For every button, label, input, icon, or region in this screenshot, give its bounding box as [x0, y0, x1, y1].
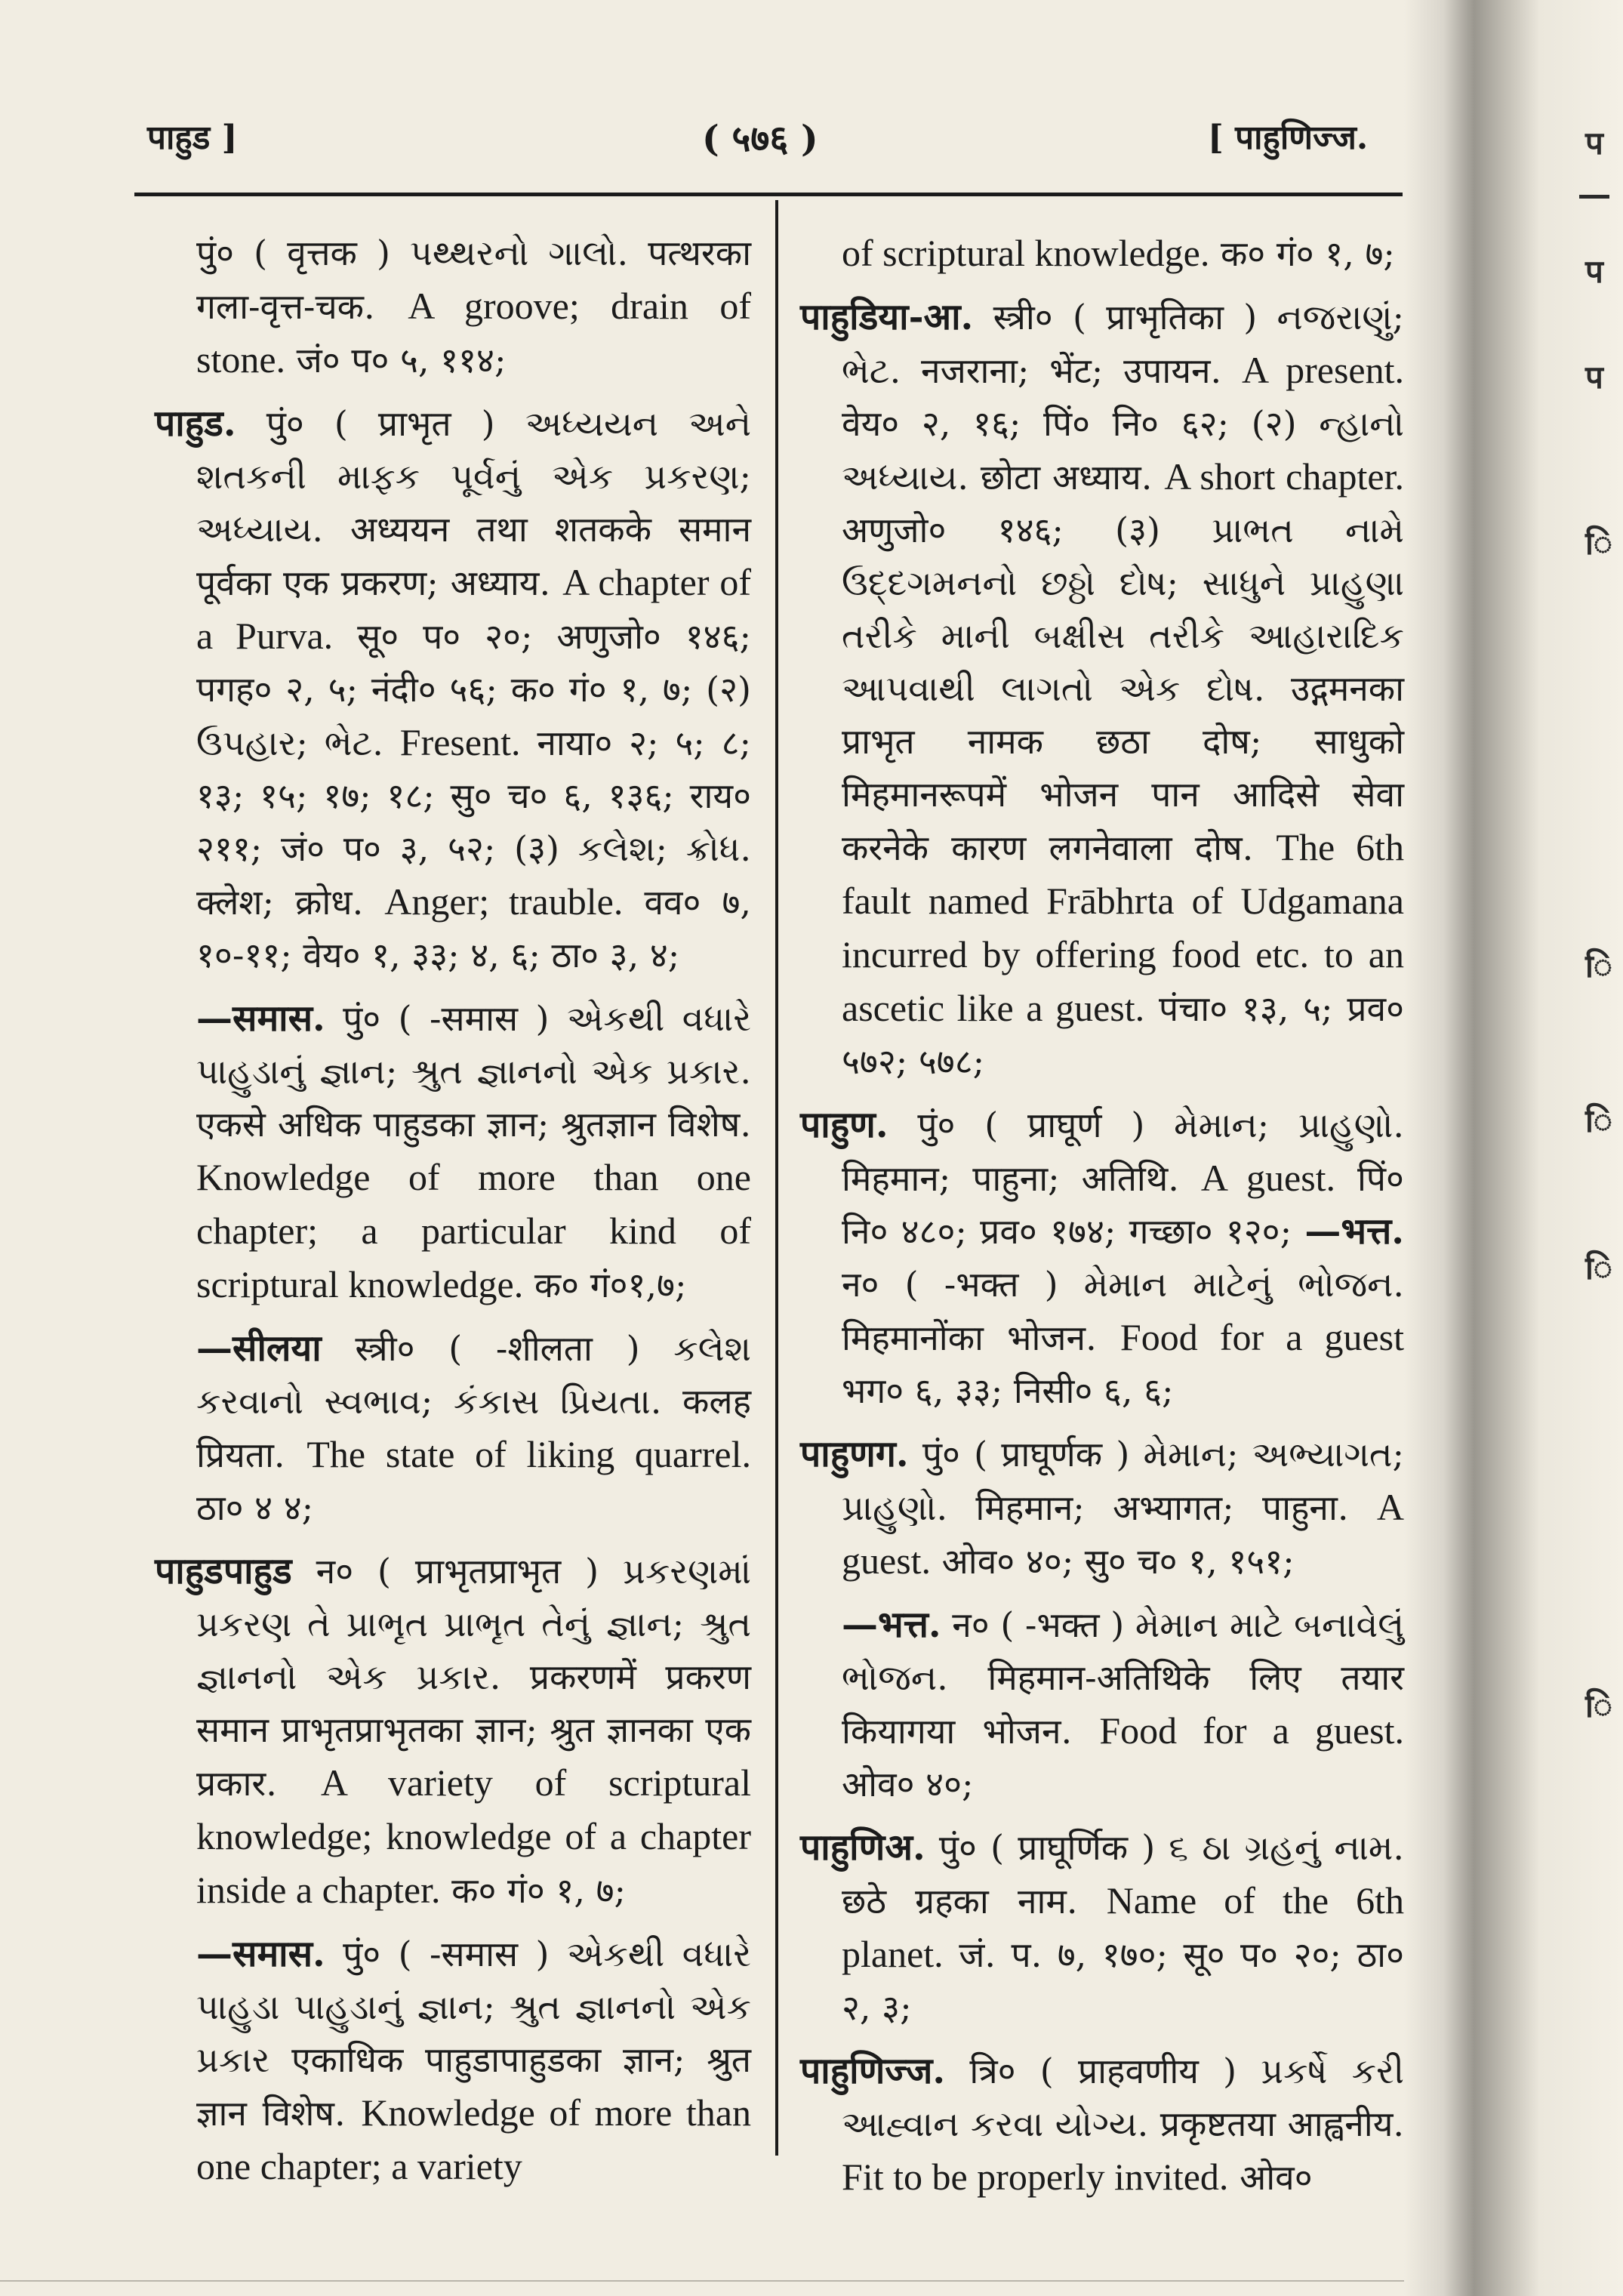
citation: क० गं० १, ७; — [1220, 233, 1395, 274]
headword: पाहुण. — [800, 1104, 888, 1146]
entry-pahunaga — [800, 1428, 1404, 1588]
english-gloss: Food for a guest — [1119, 1316, 1405, 1358]
entry-gloss: पुं० ( -समास ) એકથી વધારે પાહુડા પાહુડાનું જ્ઞાન; શ્રુત જ્ઞાનનો એક પ્રકાર एकाधिक पाहुडापाहुडका ज्ञान; श्रुत ज्ञान विशेष. — [196, 1934, 751, 2134]
left-column — [155, 227, 751, 2204]
book-gutter-shadow — [1404, 0, 1623, 2296]
english-gloss: A guest. — [1200, 1157, 1336, 1199]
page-number: ( ५७६ ) — [702, 118, 818, 160]
citation: वव० ७, १०-११; वेय० १, ३३; ४, ६; ठा० ३, ४; — [196, 882, 751, 975]
sub-entry-silaya — [155, 1322, 751, 1534]
sub-headword: —समास. — [196, 997, 325, 1040]
entry-gloss: पुं० ( प्राभृत ) અધ્યયન અને શતકની માફક પૂર્વનું એક પ્રકરણ; અધ્યાય. अध्ययन तथा शतकके समान पूर्वका एक प्रकरण; अध्याय. — [196, 403, 751, 603]
english-gloss: A guest. — [842, 1486, 1404, 1582]
header-left-guide-word: पाहुड ] — [147, 119, 238, 157]
english-gloss: A groove; drain of stone. — [196, 285, 752, 381]
english-gloss: A short chapter. — [1164, 455, 1404, 498]
english-gloss: Fresent. — [399, 721, 521, 763]
citation: पंचा० १३, ५; प्रव० ५७२; ५७८; — [842, 988, 1404, 1082]
entry-gloss: पुं० ( प्राघूर्णिक ) ૬ ઠા ગ્રહનું નામ. छठे ग्रहका नाम. — [842, 1827, 1404, 1922]
english-gloss: A present. — [1242, 349, 1405, 391]
entry-pahunia — [800, 1821, 1404, 2034]
headword: पाहुणग. — [800, 1433, 909, 1475]
sub-headword: —समास. — [196, 1933, 325, 1975]
citation: क० गं० १, ७; — [451, 1870, 627, 1911]
english-gloss: Food for a guest. — [1099, 1709, 1404, 1752]
citation: क० गं०१,७; — [534, 1265, 687, 1305]
entry-pahunijja — [800, 2045, 1404, 2204]
citation: ओव० ४०; सु० च० १, १५१; — [941, 1541, 1295, 1582]
english-gloss: of scriptural knowledge. — [842, 232, 1210, 274]
entry-gloss: स्त्री० ( -शीलता ) કલેશ કરવાનો સ્વભાવ; કંકાસ પ્રિયતા. कलह प्रियता. — [196, 1328, 751, 1475]
citation: भग० ६, ३३; निसी० ६, ६; — [842, 1370, 1174, 1411]
sub-headword: —भत्त. — [1304, 1210, 1404, 1253]
header-right-guide-word: [ पाहुणिज्ज. — [1208, 119, 1369, 157]
facing-page-letter: प — [1585, 125, 1603, 162]
entry-gloss: पुं० ( प्राघूर्णक ) મેમાન; અભ્યાગત; પ્રાહુણો. मिहमान; अभ्यागत; पाहुना. — [842, 1434, 1404, 1528]
entry-gloss: पुं० ( -समास ) એકથી વધારે પાહુડાનું જ્ઞાન; શ્રુત જ્ઞાનનો એક પ્રકાર. एकसे अधिक पाहुडका ज्ञान; श्रुतज्ञान विशेष. — [196, 998, 751, 1145]
entry-continued — [155, 227, 751, 387]
english-gloss: A chapter of a Purva. — [196, 561, 751, 657]
entry-continued — [800, 227, 1404, 280]
facing-page-rule — [1579, 195, 1609, 199]
english-gloss: Knowledge of more than one chapter; a variety — [196, 2091, 751, 2187]
headword: पाहुणिज्ज. — [800, 2050, 946, 2092]
entry-pahudiya — [800, 291, 1404, 1088]
citation: वेय० २, १६; पिं० नि० ६२; (२) ન્હાનો અધ્યાય. छोटा अध्याय. — [842, 403, 1404, 498]
english-gloss: The 6th fault named Frābhrta of Udgamana incurred by offering food etc. to an ascetic like a guest. — [842, 826, 1404, 1029]
citation: पिं० नि० ४८०; प्रव० १७४; गच्छा० १२०; — [842, 1158, 1404, 1252]
page-bottom-edge — [0, 2280, 1404, 2282]
english-gloss: Name of the 6th planet. — [842, 1879, 1405, 1975]
column-divider — [775, 200, 778, 2156]
facing-page-letter: ि — [1585, 948, 1612, 985]
entry-gloss: पुं० ( वृत्तक ) પથ્થરનો ગાલો. पत्थरका गला-वृत्त-चक. — [196, 233, 751, 327]
entry-gloss: स्त्री० ( प्राभृतिका ) નજરાણું; ભેટ. नजराना; भेंट; उपायन. — [842, 297, 1404, 391]
english-gloss: The state of liking quarrel. — [306, 1433, 752, 1475]
citation: जं. प. ७, १७०; सू० प० २०; ठा० २, ३; — [842, 1934, 1405, 2028]
citation: ओव० — [1240, 2157, 1313, 2198]
sub-headword: —सीलया — [196, 1327, 322, 1370]
facing-page-letter: ि — [1585, 525, 1612, 562]
sub-headword: —भत्त. — [842, 1604, 941, 1646]
sub-entry-samasa — [155, 1928, 751, 2193]
right-column — [800, 227, 1404, 2214]
citation: अणुजो० १४६; (३) પ્રાભત નામે ઉદ્દગમનનો છઠ્ઠો દોષ; સાધુને પ્રાહુણા તરીકે માની બક્ષીસ તરીકે આહારાદિક આપવાથી લાગતો એક દોષ. उद्गमनका प्राभृत नामक छठा दोष; साधुको मिहमानरूपमें भोजन पान आदिसे सेवा करनेके कारण लगनेवाला दोष. — [842, 510, 1404, 868]
entry-gloss: न० ( -भक्त ) મેમાન માટે બનાવેલું ભોજન. मिहमान-अतिथिके लिए तयार कियागया भोजन. — [842, 1604, 1405, 1752]
facing-page-letter: ि — [1585, 1250, 1612, 1287]
citation: सू० प० २०; अणुजो० १४६; पगह० २, ५; नंदी० ५६; क० गं० १, ७; (२) ઉપહાર; ભેટ. — [196, 616, 752, 763]
headword: पाहुणिअ. — [800, 1826, 925, 1869]
english-gloss: Anger; trauble. — [384, 880, 624, 923]
entry-gloss: न० ( प्राभृतप्राभृत ) પ્રકરણમાં પ્રકરણ તે પ્રાભૃત પ્રાભૃત તેનું જ્ઞાન; શ્રુત જ્ઞાનનો એક પ્રકાર. प्रकरणमें प्रकरण समान प्राभृतप्राभृतका ज्ञान; श्रुत ज्ञानका एक प्रकार. — [196, 1551, 752, 1804]
citation: नाया० २; ५; ८; १३; १५; १७; १८; सु० च० ६, १३६; राय० २११; जं० प० ३, ५२; (३) કલેશ; ક્રોધ. क्लेश; क्रोध. — [196, 723, 752, 923]
facing-page-letter: ि — [1585, 1102, 1612, 1139]
sub-entry-bhatta — [800, 1598, 1404, 1811]
english-gloss: Fit to be properly invited. — [842, 2156, 1229, 2198]
headword: पाहुडिया-आ. — [800, 296, 974, 338]
english-gloss: A variety of scriptural knowledge; knowledge of a chapter inside a chapter. — [196, 1761, 751, 1911]
citation: ठा० ४ ४; — [196, 1487, 314, 1528]
headword: पाहुडपाहुड — [155, 1550, 292, 1592]
facing-page-letter: प — [1585, 359, 1603, 396]
english-gloss: Knowledge of more than one chapter; a particular kind of scriptural knowledge. — [196, 1156, 751, 1305]
entry-gloss: न० ( -भक्त ) મેમાન માટેનું ભોજન. मिहमानोंका भोजन. — [842, 1264, 1404, 1358]
headword: पाहुड. — [155, 402, 236, 445]
entry-pahuna — [800, 1099, 1404, 1417]
facing-page-letter: प — [1585, 253, 1603, 290]
citation: ओव० ४०; — [842, 1764, 974, 1804]
entry-gloss: त्रि० ( प्राहवणीय ) પ્રકર્ષે કરી આહ્વાન કરવા યોગ્ય. प्रकृष्टतया आह्वनीय. — [842, 2051, 1404, 2144]
entry-pahudapahuda — [155, 1545, 751, 1917]
entry-gloss: पुं० ( प्राघूर्ण ) મેમાન; પ્રાહુણો. मिहमान; पाहुना; अतिथि. — [842, 1105, 1404, 1199]
entry-pahuda — [155, 397, 751, 982]
header-rule — [134, 193, 1403, 196]
page-header — [0, 113, 1404, 174]
citation: जं० प० ५, ११४; — [296, 340, 507, 381]
facing-page-letter: ि — [1585, 1687, 1612, 1724]
sub-entry-samasa — [155, 992, 751, 1311]
